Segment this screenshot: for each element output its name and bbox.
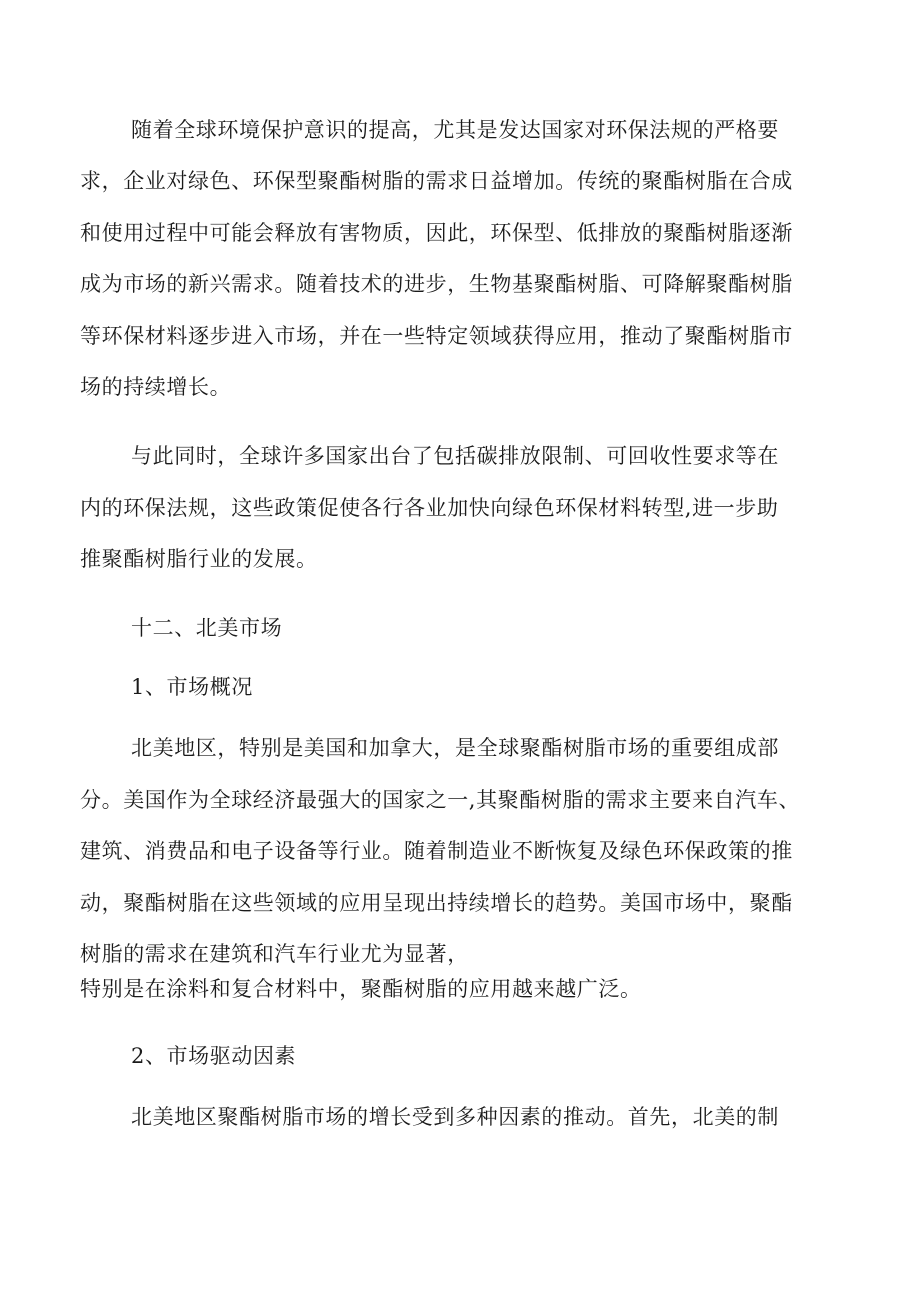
paragraph-line: 推聚酯树脂行业的发展。 [80, 547, 318, 571]
paragraph-line: 北美地区聚酯树脂市场的增长受到多种因素的推动。首先，北美的制 [131, 1105, 779, 1129]
subheading-market-overview: 1、市场概况 [131, 675, 253, 699]
section-heading-north-america: 十二、北美市场 [131, 616, 283, 640]
paragraph-line: 树脂的需求在建筑和汽车行业尤为显著， [80, 942, 469, 966]
paragraph-line: 场的持续增长。 [80, 375, 232, 399]
paragraph-line: 动，聚酯树脂在这些领域的应用呈现出持续增长的趋势。美国市场中，聚酯 [80, 891, 793, 915]
paragraph-line: 随着全球环境保护意识的提高，尤其是发达国家对环保法规的严格要 [131, 118, 779, 142]
subheading-market-drivers: 2、市场驱动因素 [131, 1044, 297, 1068]
paragraph-line: 北美地区，特别是美国和加拿大，是全球聚酯树脂市场的重要组成部 [131, 736, 779, 760]
paragraph-line: 与此同时，全球许多国家出台了包括碳排放限制、可回收性要求等在 [131, 444, 779, 468]
paragraph-line: 内的环保法规，这些政策促使各行各业加快向绿色环保材料转型,进一步助 [80, 496, 779, 520]
paragraph-line: 成为市场的新兴需求。随着技术的进步，生物基聚酯树脂、可降解聚酯树脂 [80, 272, 793, 296]
paragraph-line: 分。美国作为全球经济最强大的国家之一,其聚酯树脂的需求主要来自汽车、 [80, 788, 801, 812]
paragraph-line: 和使用过程中可能会释放有害物质，因此，环保型、低排放的聚酯树脂逐渐 [80, 221, 793, 245]
paragraph-line: 建筑、消费品和电子设备等行业。随着制造业不断恢复及绿色环保政策的推 [80, 839, 793, 863]
paragraph-line: 求，企业对绿色、环保型聚酯树脂的需求日益增加。传统的聚酯树脂在合成 [80, 169, 793, 193]
paragraph-line: 等环保材料逐步进入市场，并在一些特定领域获得应用，推动了聚酯树脂市 [80, 324, 793, 348]
paragraph-line: 特别是在涂料和复合材料中，聚酯树脂的应用越来越广泛。 [80, 977, 642, 1001]
